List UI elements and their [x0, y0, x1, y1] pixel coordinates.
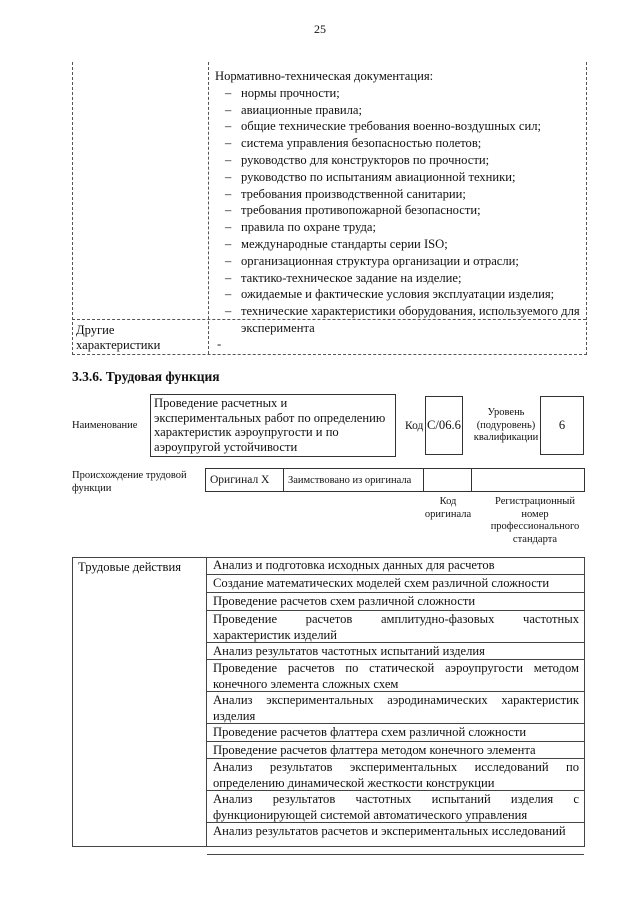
origin-borrowed-cell: Заимствовано из оригинала: [284, 469, 424, 491]
other-label-line: характеристики: [76, 338, 161, 352]
list-item: – система управления безопасностью полетов;: [215, 135, 581, 152]
function-code-box: C/06.6: [425, 396, 463, 455]
table-row: Проведение расчетов по статической аэроупругости методом конечного элемента сложных схем: [207, 660, 584, 692]
table-row: Создание математических моделей схем различной сложности: [207, 575, 584, 593]
table-row: Проведение расчетов флаттера схем различной сложности: [207, 724, 584, 742]
table-divider: [208, 62, 209, 354]
labor-actions-label: Трудовые действия: [78, 560, 182, 574]
list-item: – требования производственной санитарии;: [215, 186, 581, 203]
qualification-level-label: Уровень (подуровень) квалификации: [473, 407, 539, 443]
origin-reg-number-cell: [472, 469, 585, 491]
other-label-line: Другие: [76, 323, 115, 337]
table-row: Проведение расчетов амплитудно-фазовых частотных характеристик изделий: [207, 611, 584, 643]
list-item: – авиационные правила;: [215, 102, 581, 119]
list-item: – тактико-техническое задание на изделие;: [215, 270, 581, 287]
list-item: – технические характеристики оборудования, используемого для эксперимента: [215, 303, 581, 337]
normative-docs-list: [215, 85, 581, 337]
section-title: 3.3.6. Трудовая функция: [72, 369, 220, 384]
list-item: – ожидаемые и фактические условия эксплуатации изделия;: [215, 286, 581, 303]
origin-original-cell: Оригинал X: [206, 469, 284, 491]
list-item: – международные стандарты серии ISO;: [215, 236, 581, 253]
code-label: Код: [405, 420, 424, 432]
list-item: – общие технические требования военно-воздушных сил;: [215, 118, 581, 135]
qualification-level-box: 6: [540, 396, 584, 455]
normative-docs-cell: [215, 68, 581, 337]
origin-code-cell: [424, 469, 472, 491]
list-item: – правила по охране труда;: [215, 219, 581, 236]
other-characteristics-value: -: [217, 337, 222, 351]
labor-actions-list: [207, 557, 584, 855]
function-name-box: Проведение расчетных и экспериментальных работ по определению характеристик аэроупругости и по аэроупругой устойчивости: [150, 394, 396, 457]
table-row: Анализ результатов частотных испытаний изделия: [207, 643, 584, 660]
list-item: – руководство по испытаниям авиационной техники;: [215, 169, 581, 186]
table-row: Проведение расчетов флаттера методом конечного элемента: [207, 742, 584, 759]
name-label: Наименование: [72, 420, 138, 431]
table-row: Анализ экспериментальных аэродинамических характеристик изделия: [207, 692, 584, 724]
list-item: – организационная структура организации и отрасли;: [215, 253, 581, 270]
registration-number-caption: Регистрационный номер профессионального стандарта: [490, 496, 580, 545]
table-row: Анализ и подготовка исходных данных для расчетов: [207, 557, 584, 575]
normative-docs-heading: Нормативно-техническая документация:: [215, 69, 434, 83]
table-row: Анализ результатов частотных испытаний изделия с функционирующей системой автоматического управления: [207, 791, 584, 823]
origin-row: [205, 468, 585, 492]
table-row: Проведение расчетов схем различной сложности: [207, 593, 584, 611]
table-row: Анализ результатов экспериментальных исследований по определению динамической жесткости конструкции: [207, 759, 584, 791]
list-item: – требования противопожарной безопасности;: [215, 202, 581, 219]
table-row: Анализ результатов расчетов и экспериментальных исследований: [207, 823, 584, 855]
page-number: 25: [314, 22, 326, 36]
list-item: – нормы прочности;: [215, 85, 581, 102]
origin-label: Происхождение трудовой функции: [72, 470, 187, 494]
other-characteristics-label: [76, 323, 206, 353]
origin-code-caption: Код оригинала: [424, 496, 472, 520]
list-item: – руководство для конструкторов по прочности;: [215, 152, 581, 169]
